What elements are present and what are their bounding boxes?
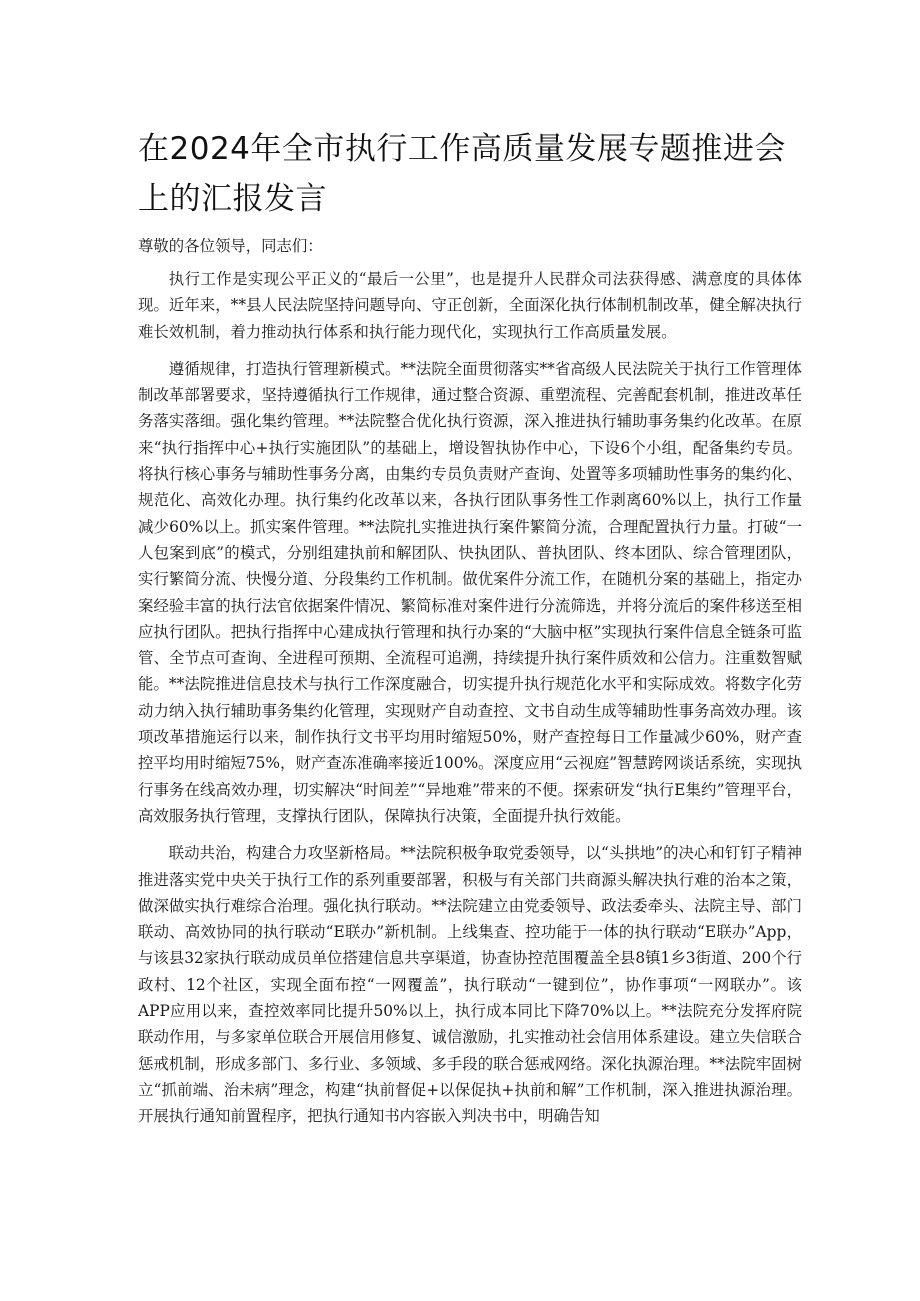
salutation: 尊敬的各位领导，同志们： xyxy=(138,237,323,255)
paragraph-joint-governance: 联动共治，构建合力攻坚新格局。**法院积极争取党委领导，以“头拱地”的决心和钉钉子精神推进落实党中央关于执行工作的系列重要部署，积极与有关部门共商源头解决执行难的治本之策，做深做实执行难综合治理。强化执行联动。**法院建立由党委领导、政法委牵头、法院主导、部门联动、高效协同的执行联动“E联办”新机制。上线集查、控功能于一体的执行联动“E联办”App，与该县32家执行联动成员单位搭建信息共享渠道，协查协控范围覆盖全县8镇1乡3街道、200个行政村、12个社区，实现全面布控“一网覆盖”，执行联动“一键到位”，协作事项“一网联办”。该APP应用以来，查控效率同比提升50%以上，执行成本同比下降70%以上。**法院充分发挥府院联动作用，与多家单位联合开展信用修复、诚信激励，扎实推动社会信用体系建设。建立失信联合惩戒机制，形成多部门、多行业、多领域、多手段的联合惩戒网络。深化执源治理。**法院牢固树立“抓前端、治未病”理念，构建“执前督促+以保促执+执前和解”工作机制，深入推进执源治理。开展执行通知前置程序，把执行通知书内容嵌入判决书中，明确告知 xyxy=(138,844,802,1126)
paragraph-intro: 执行工作是实现公平正义的“最后一公里”，也是提升人民群众司法获得感、满意度的具体体现。近年来，**县人民法院坚持问题导向、守正创新，全面深化执行体制机制改革，健全解决执行难长效机制，着力推动执行体系和执行能力现代化，实现执行工作高质量发展。 xyxy=(138,270,802,341)
document-title: 在2024年全市执行工作高质量发展专题推进会上的汇报发言 xyxy=(138,131,786,217)
document-body xyxy=(138,266,802,1141)
paragraph-management-model: 遵循规律，打造执行管理新模式。**法院全面贯彻落实**省高级人民法院关于执行工作管理体制改革部署要求，坚持遵循执行工作规律，通过整合资源、重塑流程、完善配套机制，推进改革任务落实落细。强化集约管理。**法院整合优化执行资源，深入推进执行辅助事务集约化改革。在原来“执行指挥中心+执行实施团队”的基础上，增设智执协作中心，下设6个小组，配备集约专员。将执行核心事务与辅助性事务分离，由集约专员负责财产查询、处置等多项辅助性事务的集约化、规范化、高效化办理。执行集约化改革以来，各执行团队事务性工作剥离60%以上，执行工作量减少60%以上。抓实案件管理。**法院扎实推进执行案件繁简分流，合理配置执行力量。打破“一人包案到底”的模式，分别组建执前和解团队、快执团队、普执团队、终本团队、综合管理团队，实行繁简分流、快慢分道、分段集约工作机制。做优案件分流工作，在随机分案的基础上，指定办案经验丰富的执行法官依据案件情况、繁简标准对案件进行分流筛选，并将分流后的案件移送至相应执行团队。把执行指挥中心建成执行管理和执行办案的“大脑中枢”实现执行案件信息全链条可监管、全节点可查询、全进程可预期、全流程可追溯，持续提升执行案件质效和公信力。注重数智赋能。**法院推进信息技术与执行工作深度融合，切实提升执行规范化水平和实际成效。将数字化劳动力纳入执行辅助事务集约化管理，实现财产自动查控、文书自动生成等辅助性事务高效办理。该项改革措施运行以来，制作执行文书平均用时缩短50%，财产查控每日工作量减少60%，财产查控平均用时缩短75%，财产查冻准确率接近100%。深度应用“云视庭”智慧跨网谈话系统，实现执行事务在线高效办理，切实解决“时间差”“异地难”带来的不便。探索研发“执行E集约”管理平台，高效服务执行管理，支撑执行团队，保障执行决策，全面提升执行效能。 xyxy=(138,359,802,825)
